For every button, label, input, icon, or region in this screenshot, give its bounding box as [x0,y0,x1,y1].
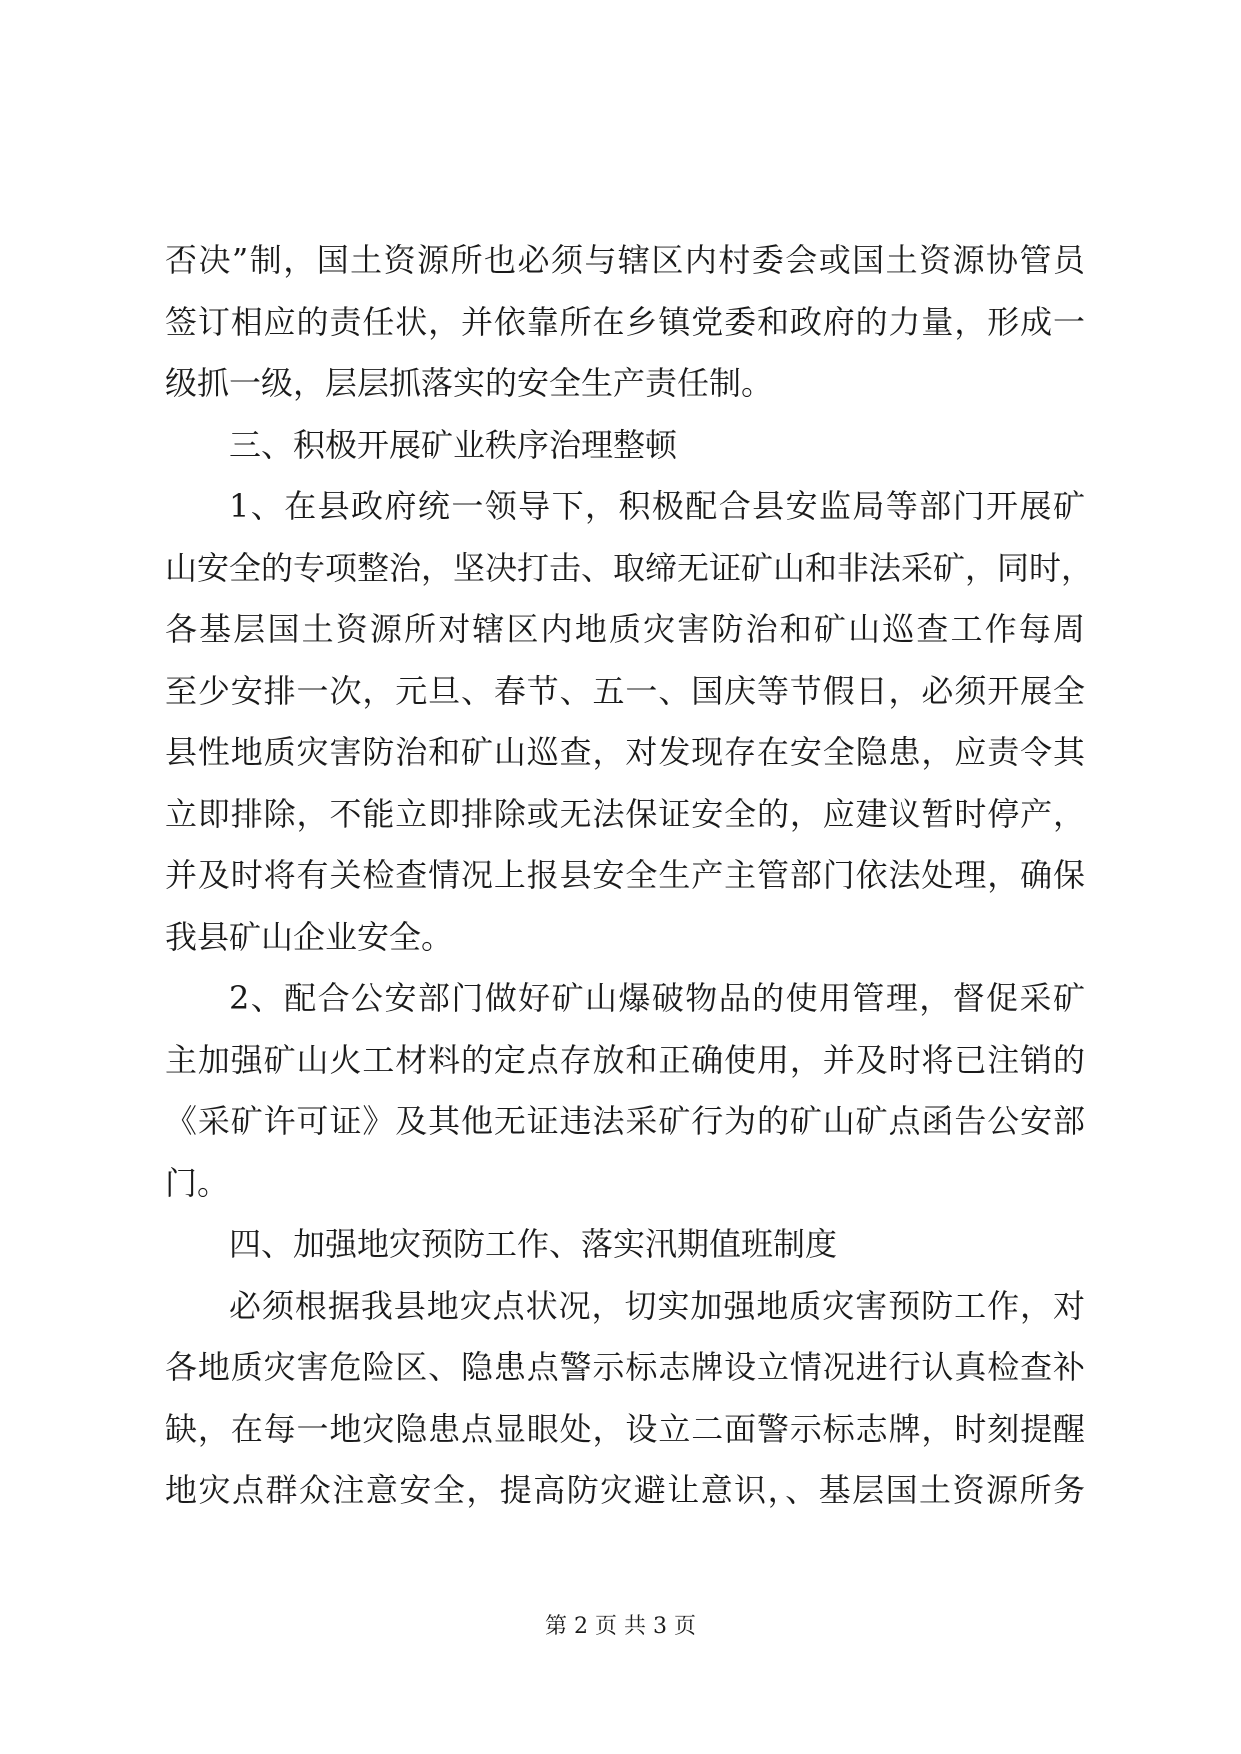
text-line: 四、加强地灾预防工作、落实汛期值班制度 [229,1225,838,1263]
text-line: 否决”制，国土资源所也必须与辖区内村委会或国土资源协管员 [165,241,1085,279]
text-line: 山安全的专项整治，坚决打击、取缔无证矿山和非法采矿，同时， [165,548,1094,587]
text-line: 立即排除，不能立即排除或无法保证安全的，应建议暂时停产， [165,794,1085,833]
text-line: 主加强矿山火工材料的定点存放和正确使用，并及时将已注销的 [165,1040,1085,1079]
text-line: 门。 [165,1163,230,1202]
text-line: 各地质灾害危险区、隐患点警示标志牌设立情况进行认真检查补 [165,1348,1085,1386]
text-line: 《采矿许可证》及其他无证违法采矿行为的矿山矿点函告公安部 [165,1102,1085,1140]
text-line: 各基层国土资源所对辖区内地质灾害防治和矿山巡查工作每周 [165,610,1085,648]
text-line: 我县矿山企业安全。 [165,917,454,956]
text-line: 1、在县政府统一领导下，积极配合县安监局等部门开展矿 [229,487,1085,525]
text-line: 三、积极开展矿业秩序治理整顿 [229,425,678,464]
text-line: 并及时将有关检查情况上报县安全生产主管部门依法处理，确保 [165,856,1085,894]
text-line: 级抓一级，层层抓落实的安全生产责任制。 [165,364,774,402]
text-line: 缺，在每一地灾隐患点显眼处，设立二面警示标志牌，时刻提醒 [165,1409,1085,1448]
text-line: 签订相应的责任状，并依靠所在乡镇党委和政府的力量，形成一 [165,302,1085,341]
text-line: 必须根据我县地灾点状况，切实加强地质灾害预防工作，对 [229,1286,1085,1325]
page-footer: 第 2 页 共 3 页 [545,1614,696,1639]
text-line: 县性地质灾害防治和矿山巡查，对发现存在安全隐患，应责令其 [165,733,1085,771]
text-line: 2、配合公安部门做好矿山爆破物品的使用管理，督促采矿 [229,979,1085,1017]
document-body [165,230,1094,1522]
text-line: 地灾点群众注意安全，提高防灾避让意识，、基层国土资源所务 [165,1471,1085,1509]
text-line: 至少安排一次，元旦、春节、五一、国庆等节假日，必须开展全 [165,671,1085,710]
